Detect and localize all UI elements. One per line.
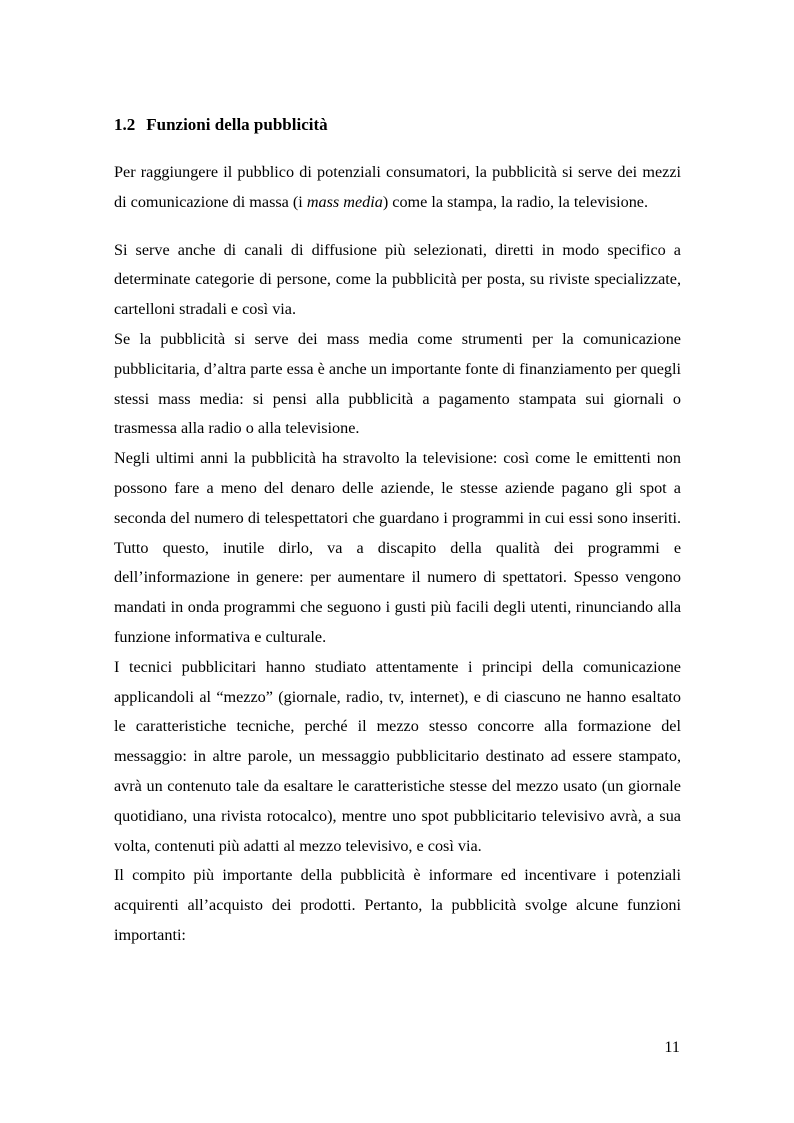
paragraph-2: Si serve anche di canali di diffusione più selezionati, diretti in modo specifico a determinate categorie di persone, come la pubblicità per posta, su riviste specializzate, cartelloni stradali e così via. [114,240,681,319]
paragraph-1-text-before: Per raggiungere il pubblico di potenziali consumatori, la pubblicità si serve dei mezzi di comunicazione di massa (i [114,163,681,211]
paragraph-6: Il compito più importante della pubblicità è informare ed incentivare i potenziali acquirenti all’acquisto dei prodotti. Pertanto, la pubblicità svolge alcune funzioni importanti: [114,866,681,944]
paragraph-1-emphasis: mass media [306,192,383,211]
page-body [114,110,681,951]
paragraph-4: Negli ultimi anni la pubblicità ha stravolto la televisione: così come le emittenti non possono fare a meno del denaro delle aziende, le stesse aziende pagano gli spot a seconda del numero di telespettatori che guardano i programmi in cui essi sono inseriti. Tutto questo, inutile dirlo, va a discapito della qualità dei programmi e dell’informazione in genere: per aumentare il numero di spettatori. Spesso vengono mandati in onda programmi che seguono i gusti più facili degli utenti, rinunciando alla funzione informativa e culturale. [114,449,681,646]
section-number: 1.2 [114,115,136,134]
paragraph-3: Se la pubblicità si serve dei mass media come strumenti per la comunicazione pubblicitaria, d’altra parte essa è anche un importante fonte di finanziamento per quegli stessi mass media: si pensi alla pubblicità a pagamento stampata sui giornali o trasmessa alla radio o alla televisione. [114,329,681,438]
paragraph-1 [114,158,681,218]
page-number: 11 [664,1038,680,1056]
section-heading [114,110,681,140]
paragraph-1-text-after: ) come la stampa, la radio, la televisione. [382,192,649,211]
section-title: Funzioni della pubblicità [146,115,328,134]
paragraph-5: I tecnici pubblicitari hanno studiato attentamente i principi della comunicazione applicandoli al “mezzo” (giornale, radio, tv, internet), e di ciascuno ne hanno esaltato le caratteristiche tecniche, perché il mezzo stesso concorre alla formazione del messaggio: in altre parole, un messaggio pubblicitario destinato ad essere stampato, avrà un contenuto tale da esaltare le caratteristiche stesse del mezzo usato (un giornale quotidiano, una rivista rotocalco), mentre uno spot pubblicitario televisivo avrà, a sua volta, contenuti più adatti al mezzo televisivo, e così via. [114,657,681,855]
